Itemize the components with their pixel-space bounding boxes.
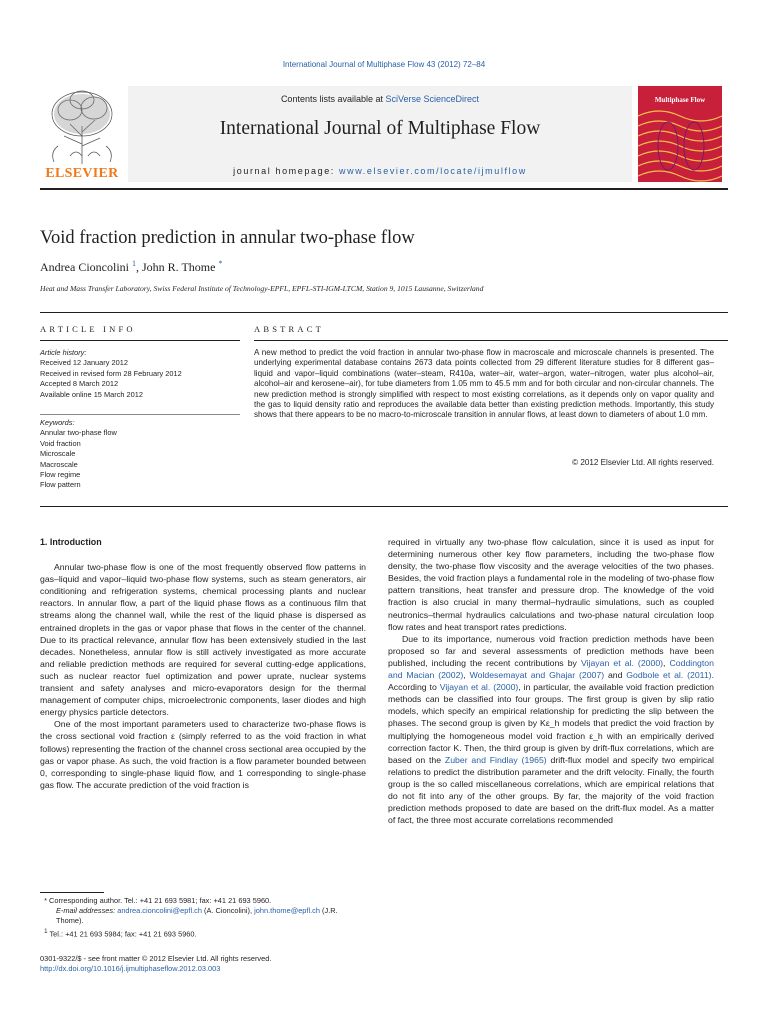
history-item: Accepted 8 March 2012 [40, 379, 119, 389]
author-name: Andrea Cioncolini [40, 260, 129, 274]
email-footnote [40, 906, 366, 926]
paragraph: required in virtually any two-phase flow calculation, since it is used as input for determining numerous other key flow parameters, including the two-phase flow density, the two-phase flow viscosity and the average velocities of the two phases. Besides, the void fraction plays a fundamental role in the modeling of two-phase flow pattern transitions, heat transfer and pressure drop. The knowledge of the void fraction is also crucial in many thermal–hydraulic simulations, such as coupled neutronics–thermal hydraulics calculations and two-phase natural circulation loop flow rates and heat transport rates predictions. [388, 537, 714, 632]
footnote-rule [40, 892, 104, 893]
footnote-marker: 1 [44, 927, 48, 935]
keyword: Flow regime [40, 470, 81, 480]
section-heading: 1. Introduction [40, 537, 102, 547]
article-info-rule [40, 340, 240, 341]
elsevier-wordmark: ELSEVIER [45, 166, 119, 181]
footnote-text: Tel.: +41 21 693 5984; fax: +41 21 693 5960. [47, 929, 197, 939]
article-info-heading: ARTICLE INFO [40, 324, 136, 334]
right-column [388, 536, 714, 826]
corresponding-author-marker[interactable]: * [218, 259, 223, 268]
email-label: E-mail addresses: [56, 906, 118, 916]
paragraph: Due to its importance, numerous void fraction prediction methods have been proposed so far and several assessments of prediction methods have been published, including the recent contributions by Vijayan et al. (2000), Coddington and Macian (2002), Woldesemayat and Ghajar (2007) and Godbole et al. (2011). According to Vijayan et al. (2000), in particular, the available void fraction prediction methods can be classified into four groups. The first group is given by slip ratio models, which specify an empirical relationship for predicting the slip between the phases. The second group is given by Kε_h models that predict the void fraction by multiplying the homogeneous model void fraction ε_h with an empirically derived correction factor K. Then, the third group is given by drift-flux correlations, which are based on the Zuber and Findlay (1965) drift-flux model and specify two empirical relations to predict the distribution parameter and the drift velocity. Finally, the fourth group is the so called miscellaneous correlations, which are empirical relations that do not fit into any of the other groups. By far, the majority of the void fraction prediction methods proposed to date are based on the drift-flux model. As a matter of fact, the three most accurate correlations recommended [388, 633, 714, 826]
journal-title: International Journal of Multiphase Flow [219, 118, 541, 139]
citation-link[interactable]: Vijayan et al. (2000) [439, 682, 519, 693]
homepage-link[interactable]: www.elsevier.com/locate/ijmulflow [339, 166, 527, 176]
section-rule [40, 312, 728, 313]
paragraph: Annular two-phase flow is one of the most frequently observed flow patterns in gas–liquid and vapor–liquid two-phase flow systems, such as steam generators, air conditioning and refrigeration systems, chemical processing plants and nuclear reactors. In annular flow, a part of the liquid phase flows as a continuous film that streams along the channel wall, while the rest of the liquid phase is dispersed as entrained droplets in the gas or vapor phase that flows in the center of the channel. Due to its practical relevance, annular flow has been extensively studied in the last decades. Nonetheless, annular flow is still actively investigated as more accurate and reliable prediction methods are required for several cutting-edge applications, such as nuclear reactor fuel optimization and power uprate, nuclear systems transient and safety analyses and micro-evaporators design for the thermal management of computer chips, microelectronic components, laser diodes and high energy physics particle detectors. [40, 562, 366, 718]
keywords-label: Keywords: [40, 418, 75, 427]
author-list [40, 259, 222, 275]
abstract-text: A new method to predict the void fraction in annular two-phase flow in macroscale and microscale channels is presented. The underlying experimental database contains 2673 data points collected from 29 different literature studies for 8 different gas–liquid and vapor–liquid combinations (water–steam, R410a, water–air, water–argon, water–nitrogen, water plus alcohol–air, alcohol–air and kerosene–air), for tube diameters from 1.05 mm to 45.5 mm and for both circular and non-circular channels. The new prediction method is strongly simplified with respect to most existing correlations, as it depends only on vapor quality and the gas to liquid density ratio and reproduces the available data better than existing prediction methods. Importantly, this study shows that there appears to be no macro-to-microscale transition in annular flows, at least down to diameters of about 1.0 mm. [254, 348, 714, 420]
cover-title: Multiphase Flow [654, 96, 706, 104]
paragraph: One of the most important parameters used to characterize two-phase flows is the cross sectional void fraction ε (simply referred to as the void fraction in what follows) representing the fraction of the channel cross sectional area occupied by the gas or vapor phase. As such, the void fraction is a flow parameter bounded between 0, corresponding to single-phase liquid flow, and 1 corresponding to single-phase gas flow. The accurate prediction of the void fraction is [40, 719, 366, 790]
article-title: Void fraction prediction in annular two-phase flow [40, 228, 415, 248]
author-separator: , [135, 260, 142, 274]
keywords-rule [40, 414, 240, 415]
sciencedirect-link[interactable]: SciVerse ScienceDirect [385, 94, 480, 104]
history-label: Article history: [40, 348, 87, 357]
header-rule [40, 188, 728, 190]
keyword: Void fraction [40, 438, 81, 448]
abstract-bottom-rule [40, 506, 728, 507]
journal-citation[interactable]: International Journal of Multiphase Flow 43 (2012) 72–84 [282, 60, 486, 69]
history-item: Received in revised form 28 February 2012 [40, 368, 182, 378]
citation-link[interactable]: Woldesemayat and Ghajar (2007) [469, 670, 605, 681]
issn-line: 0301-9322/$ - see front matter © 2012 Elsevier Ltd. All rights reserved. [40, 954, 272, 963]
keyword: Annular two-phase flow [40, 428, 117, 438]
keyword: Macroscale [40, 459, 78, 469]
email-link[interactable]: andrea.cioncolini@epfl.ch [117, 906, 202, 916]
email-owner: (A. Cioncolini), [201, 906, 255, 916]
publication-info [40, 954, 400, 975]
email-link[interactable]: john.thome@epfl.ch [254, 906, 320, 916]
contents-prefix: Contents lists available at [280, 94, 386, 104]
citation-link[interactable]: Vijayan et al. (2000) [580, 657, 664, 668]
corresponding-author-footnote [40, 896, 366, 906]
history-item: Available online 15 March 2012 [40, 389, 143, 399]
homepage-prefix: journal homepage: [233, 166, 339, 176]
journal-cover-thumbnail[interactable] [638, 86, 722, 182]
abstract-heading: ABSTRACT [254, 324, 324, 334]
article-history [40, 348, 240, 400]
citation-link[interactable]: Godbole et al. (2011) [626, 670, 712, 681]
email-owner: (J.R. Thome). [56, 906, 338, 926]
history-item: Received 12 January 2012 [40, 358, 128, 368]
keyword: Microscale [40, 449, 76, 459]
footnote-text: Corresponding author. Tel.: +41 21 693 5981; fax: +41 21 693 5960. [47, 896, 272, 905]
author-footnote [40, 927, 366, 940]
contents-line [128, 94, 632, 104]
doi-link[interactable]: http://dx.doi.org/10.1016/j.ijmultiphaseflow.2012.03.003 [40, 964, 221, 974]
abstract-copyright: © 2012 Elsevier Ltd. All rights reserved. [572, 458, 714, 467]
footnote-marker: * [44, 896, 47, 905]
abstract-rule [254, 340, 728, 341]
affiliation: Heat and Mass Transfer Laboratory, Swiss Federal Institute of Technology-EPFL, EPFL-STI-IGM-LTCM, Station 9, 1015 Lausanne, Switzerland [40, 284, 484, 293]
author-name: John R. Thome [141, 260, 216, 274]
citation-link[interactable]: Coddington and Macian (2002) [388, 657, 714, 681]
author-footnote-marker[interactable]: 1 [131, 259, 136, 268]
journal-homepage [128, 166, 632, 176]
left-column [40, 536, 366, 791]
footnotes [40, 896, 366, 939]
citation-link[interactable]: Zuber and Findlay (1965) [444, 754, 547, 765]
keyword: Flow pattern [40, 480, 81, 490]
keywords [40, 418, 240, 491]
